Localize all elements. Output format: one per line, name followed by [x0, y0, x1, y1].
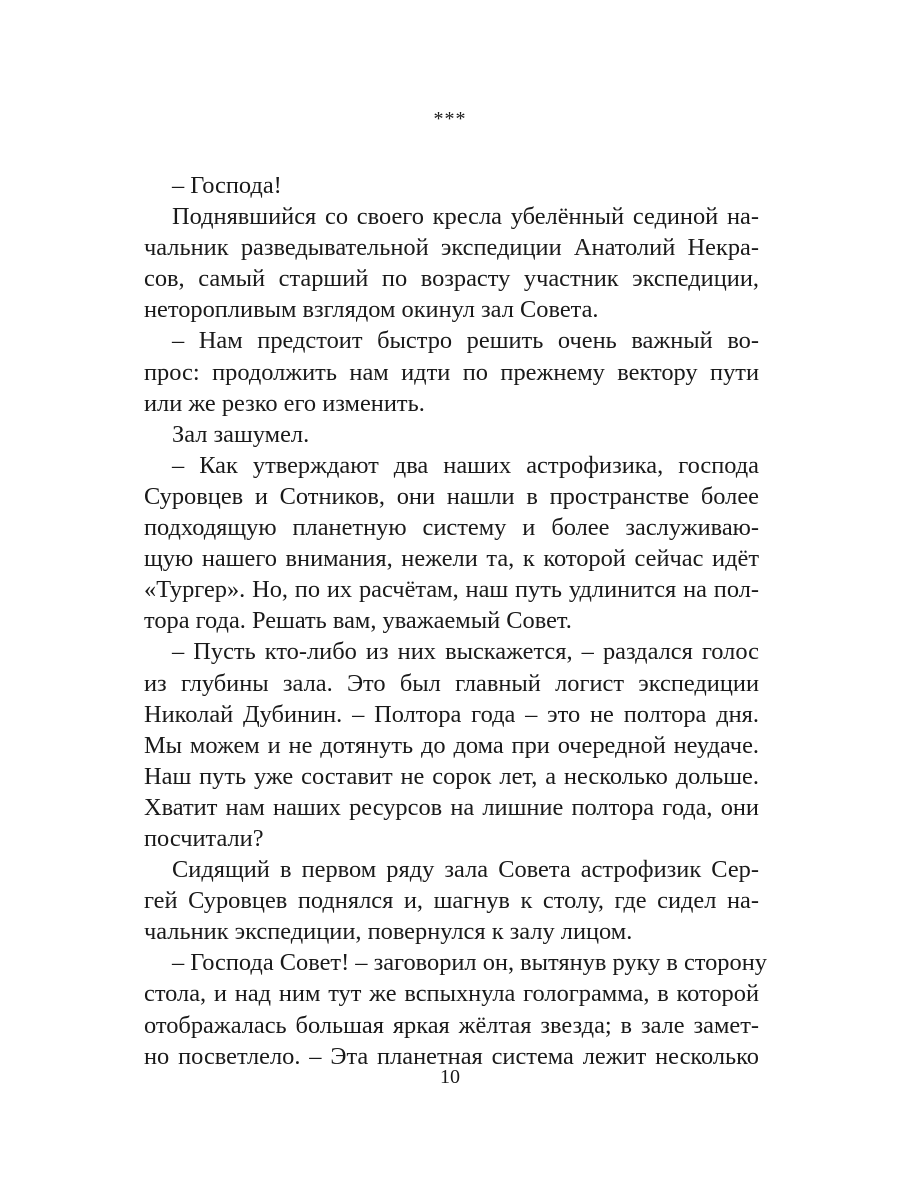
text-line: чальник разведывательной экспедиции Анатолий Некра-	[144, 234, 759, 262]
text-line: подходящую планетную систему и более заслуживаю-	[144, 514, 759, 542]
text-line: Николай Дубинин. – Полтора года – это не полтора дня.	[144, 700, 759, 728]
text-line: щую нашего внимания, нежели та, к которой сейчас идёт	[144, 545, 759, 573]
text-line: чальник экспедиции, повернулся к залу лицом.	[144, 918, 633, 946]
page-number: 10	[440, 1066, 460, 1088]
text-line: отображалась большая яркая жёлтая звезда; в зале замет-	[144, 1011, 759, 1039]
text-line: – Как утверждают два наших астрофизика, господа	[172, 451, 759, 479]
text-line: Суровцев и Сотников, они нашли в пространстве более	[144, 482, 759, 510]
text-line: Зал зашумел.	[172, 420, 310, 448]
text-line: Наш путь уже составит не сорок лет, а несколько дольше.	[144, 762, 759, 790]
text-line: сов, самый старший по возрасту участник экспедиции,	[144, 265, 759, 293]
text-line: или же резко его изменить.	[144, 389, 425, 417]
text-line: неторопливым взглядом окинул зал Совета.	[144, 296, 599, 324]
text-line: прос: продолжить нам идти по прежнему вектору пути	[144, 358, 759, 386]
text-line: посчитали?	[144, 824, 264, 852]
section-separator: ***	[433, 108, 467, 130]
text-line: Сидящий в первом ряду зала Совета астрофизик Сер-	[172, 856, 759, 884]
text-line: из глубины зала. Это был главный логист экспедиции	[144, 669, 759, 697]
text-line: – Господа Совет! – заговорил он, вытянув руку в сторону	[172, 949, 767, 977]
text-line: но посветлело. – Эта планетная система лежит несколько	[144, 1042, 759, 1070]
text-line: Мы можем и не дотянуть до дома при очередной неудаче.	[144, 731, 759, 759]
text-line: – Господа!	[172, 172, 282, 199]
text-line: – Пусть кто-либо из них выскажется, – раздался голос	[172, 638, 759, 666]
body-text	[144, 170, 767, 1072]
text-line: стола, и над ним тут же вспыхнула голограмма, в которой	[144, 980, 759, 1008]
text-line: – Нам предстоит быстро решить очень важный во-	[172, 327, 759, 355]
text-line: Хватит нам наших ресурсов на лишние полтора года, они	[144, 793, 759, 821]
text-line: гей Суровцев поднялся и, шагнув к столу, где сидел на-	[144, 887, 759, 915]
text-line: тора года. Решать вам, уважаемый Совет.	[144, 607, 572, 635]
text-line: «Тургер». Но, по их расчётам, наш путь удлинится на пол-	[144, 576, 759, 604]
text-line: Поднявшийся со своего кресла убелённый сединой на-	[172, 203, 759, 231]
